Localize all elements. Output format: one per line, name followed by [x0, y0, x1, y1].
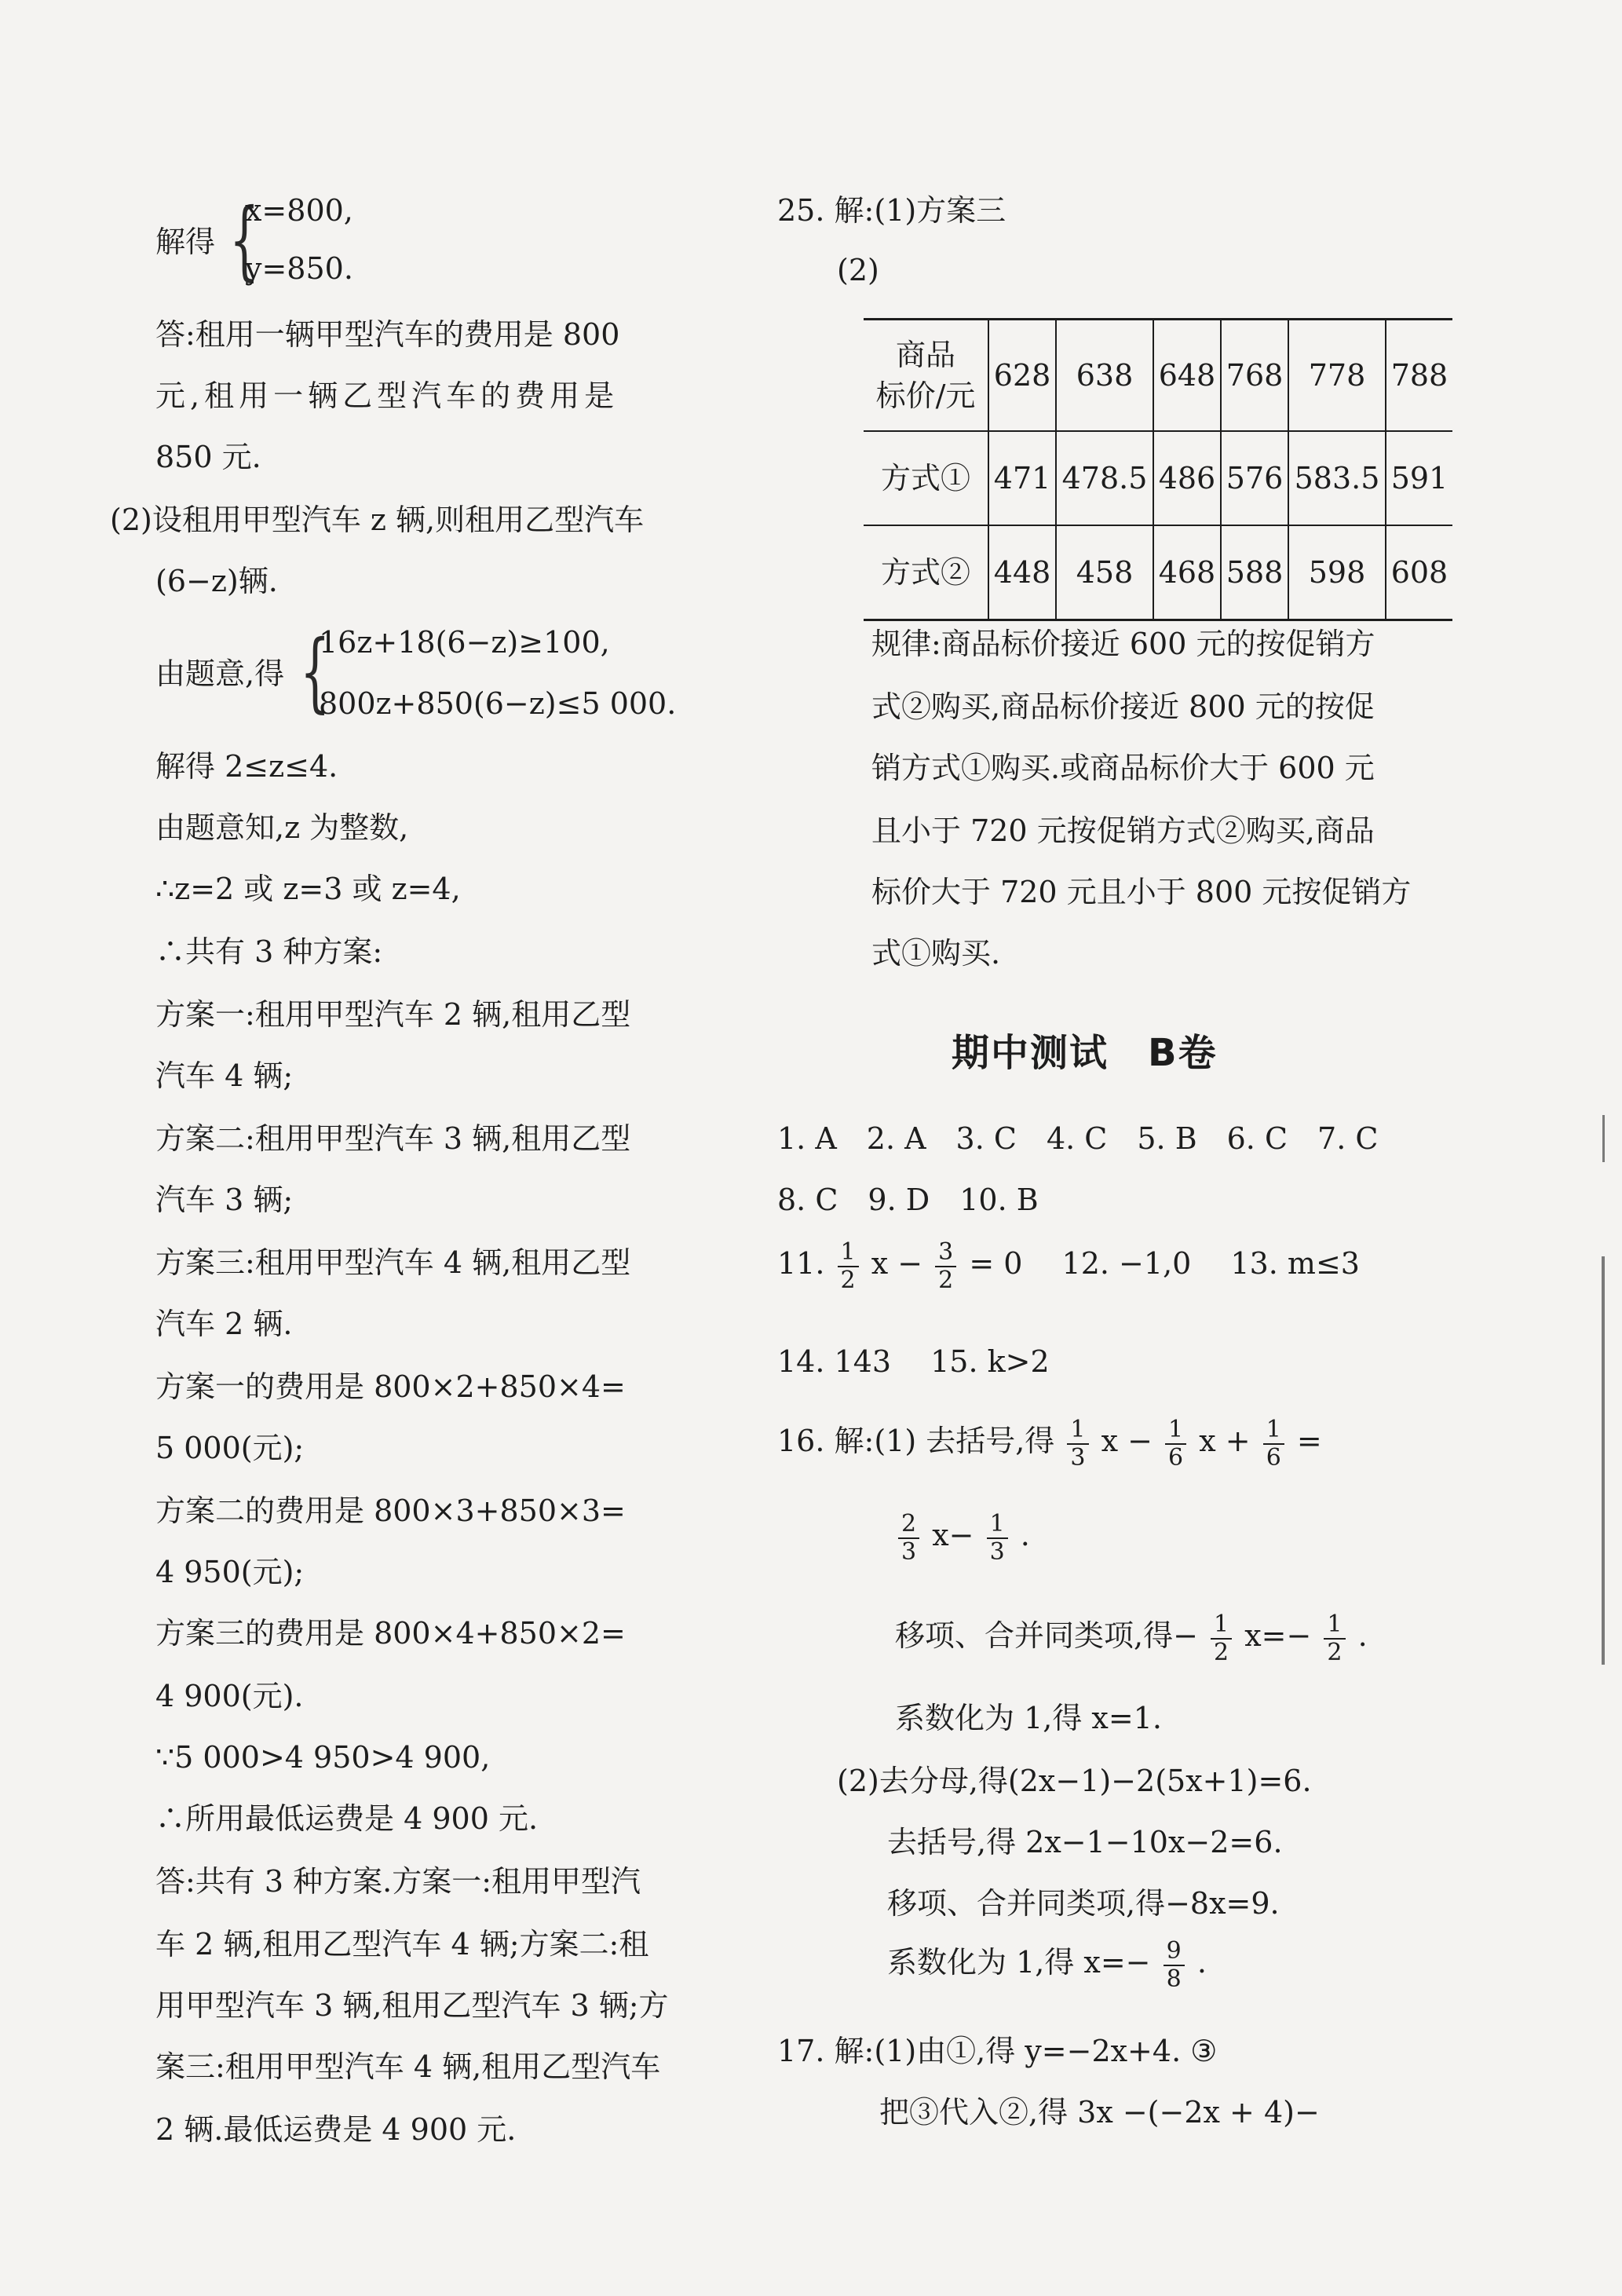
- value-cell: 448: [988, 525, 1056, 620]
- expr-text: 16. 解:(1) 去括号,得: [777, 1424, 1055, 1458]
- value-cell: 598: [1288, 525, 1386, 620]
- fraction: [838, 1239, 859, 1294]
- q14-line: 14. 143 15. k>2: [777, 1344, 1050, 1379]
- body-line: 方案二的费用是 800×3+850×3=: [155, 1493, 626, 1528]
- value-cell: 486: [1153, 431, 1221, 525]
- q25-part2: (2): [837, 253, 879, 287]
- value-cell: 576: [1221, 431, 1288, 525]
- system-brace-2: {: [300, 621, 331, 722]
- header-line: 标价/元: [875, 378, 976, 413]
- value-cell: 471: [988, 431, 1056, 525]
- denominator: 3: [989, 1537, 1005, 1566]
- body-line: 案三:租用甲型汽车 4 辆,租用乙型汽车: [155, 2049, 661, 2084]
- q17-line: 把③代入②,得 3x −(−2x + 4)−: [879, 2095, 1320, 2130]
- table-row: [864, 320, 1452, 432]
- body-line: 方案一的费用是 800×2+850×4=: [155, 1369, 626, 1404]
- q16-line-c: [895, 1608, 1368, 1666]
- body-line: 方案三:租用甲型汽车 4 辆,租用乙型: [155, 1245, 631, 1280]
- expr-text: 移项、合并同类项,得−: [895, 1618, 1198, 1653]
- body-line: ∴所用最低运费是 4 900 元.: [155, 1801, 539, 1836]
- row-label: 方式②: [864, 525, 988, 620]
- fraction: [898, 1511, 919, 1566]
- q16-part2-line: 移项、合并同类项,得−8x=9.: [887, 1886, 1280, 1921]
- expr-text: .: [1357, 1618, 1368, 1653]
- fraction: [987, 1511, 1008, 1566]
- rule-line: 式②购买,商品标价接近 800 元的按促: [871, 689, 1375, 724]
- body-line: ∴z=2 或 z=3 或 z=4,: [155, 872, 461, 906]
- fraction: [1067, 1417, 1088, 1472]
- inequality-2: 800z+850(6−z)≤5 000.: [319, 686, 677, 721]
- denominator: 3: [901, 1537, 917, 1566]
- fraction: [1165, 1417, 1186, 1472]
- denominator: 6: [1168, 1443, 1184, 1472]
- denominator: 2: [840, 1266, 856, 1294]
- rule-line: 标价大于 720 元且小于 800 元按促销方: [871, 875, 1412, 909]
- body-line: 方案二:租用甲型汽车 3 辆,租用乙型: [155, 1121, 631, 1156]
- body-line: 4 950(元);: [155, 1555, 305, 1589]
- expr-text: x −: [1101, 1424, 1153, 1458]
- row-label: 方式①: [864, 431, 988, 525]
- part2-line: (6−z)辆.: [155, 564, 278, 598]
- fraction: [1211, 1611, 1232, 1666]
- choice-answers: 8. C 9. D 10. B: [777, 1183, 1039, 1217]
- expr-text: .: [1020, 1518, 1030, 1552]
- denominator: 2: [938, 1266, 954, 1294]
- numerator: 9: [1164, 1938, 1185, 1966]
- table-row: [864, 431, 1452, 525]
- body-line: 车 2 辆,租用乙型汽车 4 辆;方案二:租: [155, 1927, 649, 1961]
- answer-line: 答:租用一辆甲型汽车的费用是 800: [155, 317, 620, 352]
- q17-line: 17. 解:(1)由①,得 y=−2x+4. ③: [777, 2034, 1218, 2068]
- price-cell: 648: [1153, 320, 1221, 432]
- part2-line: (2)设租用甲型汽车 z 辆,则租用乙型汽车: [110, 503, 645, 537]
- table-row: [864, 525, 1452, 620]
- price-cell: 768: [1221, 320, 1288, 432]
- solution-x: x=800,: [245, 193, 353, 228]
- expr-text: x=−: [1244, 1618, 1312, 1653]
- q16-part2-line: (2)去分母,得(2x−1)−2(5x+1)=6.: [837, 1764, 1312, 1798]
- denominator: 2: [1327, 1638, 1343, 1666]
- value-cell: 478.5: [1056, 431, 1153, 525]
- q16-line-d: 系数化为 1,得 x=1.: [895, 1701, 1162, 1735]
- rule-line: 式①购买.: [871, 936, 1001, 971]
- body-line: 答:共有 3 种方案.方案一:租用甲型汽: [155, 1864, 641, 1899]
- value-cell: 591: [1386, 431, 1452, 525]
- value-cell: 583.5: [1288, 431, 1386, 525]
- numerator: 1: [1165, 1417, 1186, 1445]
- q25-heading: 25. 解:(1)方案三: [777, 193, 1006, 228]
- condition-label: 由题意,得: [155, 656, 285, 691]
- numerator: 1: [1067, 1417, 1088, 1445]
- solve-label-1: 解得: [155, 225, 216, 259]
- choice-answers: 1. A 2. A 3. C 4. C 5. B 6. C 7. C: [777, 1121, 1379, 1156]
- body-line: 2 辆.最低运费是 4 900 元.: [155, 2112, 517, 2147]
- rule-line: 规律:商品标价接近 600 元的按促销方: [871, 627, 1375, 661]
- rule-line: 销方式①购买.或商品标价大于 600 元: [871, 751, 1375, 785]
- inequality-1: 16z+18(6−z)≥100,: [319, 625, 610, 660]
- expr-text: =: [1296, 1424, 1322, 1458]
- fraction: [1324, 1611, 1345, 1666]
- body-line: 方案一:租用甲型汽车 2 辆,租用乙型: [155, 997, 631, 1032]
- numerator: 2: [898, 1511, 919, 1539]
- body-line: ∵5 000>4 950>4 900,: [155, 1740, 491, 1775]
- scan-edge-mark: [1602, 1256, 1605, 1665]
- q16-line-b: [895, 1508, 1030, 1566]
- expr-text: 系数化为 1,得 x=−: [887, 1945, 1151, 1980]
- q11-line: [777, 1236, 1360, 1294]
- system-brace-1: {: [229, 189, 260, 290]
- price-table: [864, 318, 1452, 621]
- body-line: 解得 2≤z≤4.: [155, 749, 338, 784]
- body-line: 5 000(元);: [155, 1431, 305, 1465]
- body-line: 由题意知,z 为整数,: [155, 810, 409, 845]
- body-line: 方案三的费用是 800×4+850×2=: [155, 1616, 626, 1651]
- value-cell: 468: [1153, 525, 1221, 620]
- body-line: 汽车 2 辆.: [155, 1307, 293, 1341]
- body-line: ∴共有 3 种方案:: [155, 934, 383, 969]
- q11-number: 11.: [777, 1246, 825, 1281]
- expr-text: x +: [1199, 1424, 1251, 1458]
- fraction: [1164, 1938, 1185, 1993]
- expr-text: .: [1196, 1945, 1207, 1980]
- numerator: 1: [1211, 1611, 1232, 1640]
- numerator: 3: [935, 1239, 956, 1267]
- value-cell: 608: [1390, 555, 1448, 590]
- section-heading: 期中测试 B卷: [952, 1031, 1218, 1075]
- fraction: [1263, 1417, 1284, 1472]
- numerator: 1: [1263, 1417, 1284, 1445]
- value-cell: 588: [1221, 525, 1288, 620]
- scan-edge-mark: [1602, 1115, 1605, 1162]
- header-line: 商品: [895, 338, 955, 372]
- q16-line-a: [777, 1413, 1322, 1472]
- denominator: 3: [1070, 1443, 1086, 1472]
- body-line: 4 900(元).: [155, 1679, 304, 1713]
- q16-part2-line: 去括号,得 2x−1−10x−2=6.: [887, 1825, 1283, 1859]
- expr-text: = 0 12. −1,0 13. m≤3: [969, 1246, 1360, 1281]
- value-cell: 458: [1056, 525, 1153, 620]
- price-cell: 788: [1386, 320, 1452, 432]
- body-line: 用甲型汽车 3 辆,租用乙型汽车 3 辆;方: [155, 1988, 669, 2023]
- solution-y: y=850.: [245, 251, 353, 286]
- price-cell: 638: [1056, 320, 1153, 432]
- denominator: 2: [1214, 1638, 1229, 1666]
- table-header-cell: [864, 320, 988, 432]
- denominator: 6: [1266, 1443, 1281, 1472]
- fraction: [935, 1239, 956, 1294]
- body-line: 汽车 4 辆;: [155, 1058, 294, 1093]
- body-line: 汽车 3 辆;: [155, 1183, 294, 1217]
- expr-text: x−: [932, 1518, 974, 1552]
- numerator: 1: [987, 1511, 1008, 1539]
- numerator: 1: [1324, 1611, 1345, 1640]
- denominator: 8: [1166, 1965, 1182, 1993]
- price-cell: 628: [988, 320, 1056, 432]
- q16-part2-last: [887, 1935, 1207, 1993]
- rule-line: 且小于 720 元按促销方式②购买,商品: [871, 813, 1375, 848]
- expr-text: x −: [871, 1246, 923, 1281]
- answer-line: 850 元.: [155, 440, 261, 474]
- price-cell: 778: [1288, 320, 1386, 432]
- numerator: 1: [838, 1239, 859, 1267]
- answer-line: 元,租用一辆乙型汽车的费用是: [155, 378, 619, 413]
